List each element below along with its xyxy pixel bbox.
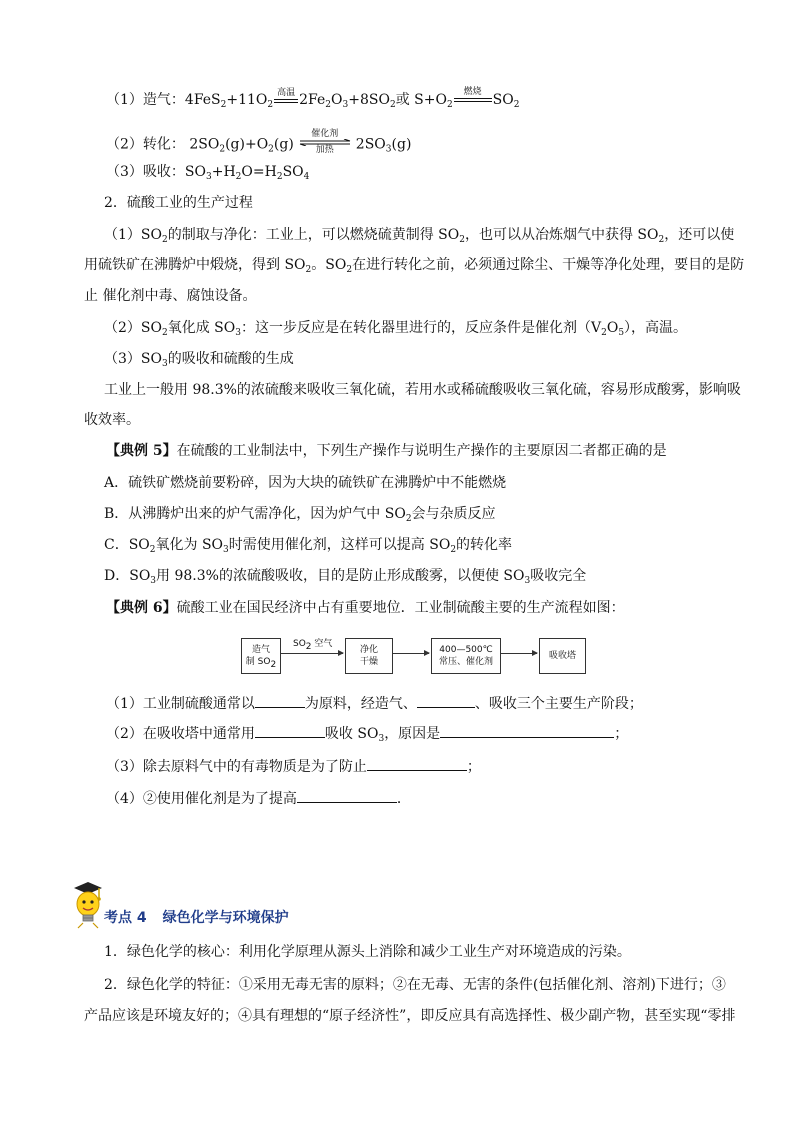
answer-blank[interactable] (417, 693, 475, 708)
answer-blank[interactable] (255, 693, 305, 708)
para-4-line-1: 工业上一般用 98.3%的浓硫酸来吸收三氧化硫，若用水或稀硫酸吸收三氧化硫，容易形成酸雾，影响吸 (104, 382, 741, 398)
kaodian-4-heading: 考点 4 绿色化学与环境保护 (104, 910, 289, 926)
eq-line-2: （2）转化： $2SO_2(g)+O_2(g)$ 催化剂 加热 $2SO_3(g)$ (106, 129, 412, 155)
example6-q3: （3）除去原料气中的有毒物质是为了防止 ； (106, 756, 481, 777)
section2-heading: 2．硫酸工业的生产过程 (104, 195, 253, 211)
condition-burn: 燃烧 (454, 88, 492, 102)
flow-box-purify-dry: 净化 干燥 (345, 638, 393, 674)
para-1-line-3: 止 催化剂中毒、腐蚀设备。 (84, 288, 257, 304)
example5-option-c: C．$SO_2$氧化为 $SO_3$时需使用催化剂，这样可以提高 $SO_2$的转化率 (104, 537, 513, 555)
answer-blank[interactable] (440, 723, 614, 738)
para-4-line-2: 收效率。 (84, 412, 140, 428)
eq-line-1: （1）造气：$4FeS_2+11O_2$ 高温 $2Fe_2O_3+8SO_2$或 $S+O_2$ 燃烧 $SO_2$ (106, 87, 520, 110)
reversible-arrow: 催化剂 加热 (298, 130, 352, 155)
answer-blank[interactable] (297, 788, 397, 803)
answer-blank[interactable] (367, 756, 467, 771)
lightbulb-mascot-icon (72, 880, 102, 930)
para-3: $(3)SO_3$的吸收和硫酸的生成 (104, 351, 294, 369)
flow-arrow-label: $SO_2$ 空气 (293, 639, 333, 652)
example6-q1: （1）工业制硫酸通常以 为原料，经造气、 、吸收三个主要生产阶段； (106, 693, 643, 714)
para-1-line-1: $(1)SO_2$的制取与净化：工业上，可以燃烧硫黄制得 $SO_2$，也可以从冶炼烟气中获得 $SO_2$，还可以使 (104, 227, 735, 245)
green-para-2-line-1: 2．绿色化学的特征：①采用无毒无害的原料；②在无毒、无害的条件(包括催化剂、溶剂)下进行；③ (104, 977, 726, 993)
flow-box-conversion: 400—500℃ 常压、催化剂 (431, 638, 501, 674)
para-2: $(2)SO_2$氧化成 $SO_3$：这一步反应是在转化器里进行的，反应条件是催化剂$(V_2O_5)$，高温。 (104, 320, 688, 338)
example5-option-a: A．硫铁矿燃烧前要粉碎，因为大块的硫铁矿在沸腾炉中不能燃烧 (104, 475, 507, 491)
condition-high-temp: 高温 (274, 89, 298, 103)
example5-stem: 【典例 5】在硫酸的工业制法中，下列生产操作与说明生产操作的主要原因二者都正确的是 (106, 443, 667, 459)
example5-option-b: B．从沸腾炉出来的炉气需净化，因为炉气中 $SO_2$会与杂质反应 (104, 506, 496, 524)
para-1-line-2: 用硫铁矿在沸腾炉中煅烧，得到 $SO_2$。$SO_2$在进行转化之前，必须通过除尘、干燥等净化处理，要目的是防 (84, 257, 745, 275)
green-para-2-line-2: 产品应该是环境友好的；④具有理想的“原子经济性”，即反应具有高选择性、极少副产物，甚至实现“零排 (84, 1008, 736, 1024)
answer-blank[interactable] (255, 723, 325, 738)
eq-line-3: （3）吸收：$SO_3+H_2O=H_2SO_4$ (106, 164, 310, 182)
green-para-1: 1．绿色化学的核心：利用化学原理从源头上消除和减少工业生产对环境造成的污染。 (104, 944, 631, 960)
flow-arrow-1 (281, 653, 343, 654)
flow-box-gas-making: 造气 制 $SO_2$ (241, 638, 281, 674)
example6-q4: （4）②使用催化剂是为了提高 ． (106, 788, 411, 809)
flow-chart (241, 636, 586, 676)
flow-arrow-3 (501, 653, 537, 654)
flow-box-absorber: 吸收塔 (539, 638, 586, 674)
example5-option-d: D．$SO_3$用 98.3%的浓硫酸吸收，目的是防止形成酸雾，以便使 $SO_3$吸收完全 (104, 568, 587, 586)
example6-q2: （2）在吸收塔中通常用 吸收 $SO_3$，原因是 ； (106, 723, 628, 744)
example6-stem: 【典例 6】硫酸工业在国民经济中占有重要地位．工业制硫酸主要的生产流程如图： (106, 600, 625, 616)
flow-arrow-2 (393, 653, 429, 654)
